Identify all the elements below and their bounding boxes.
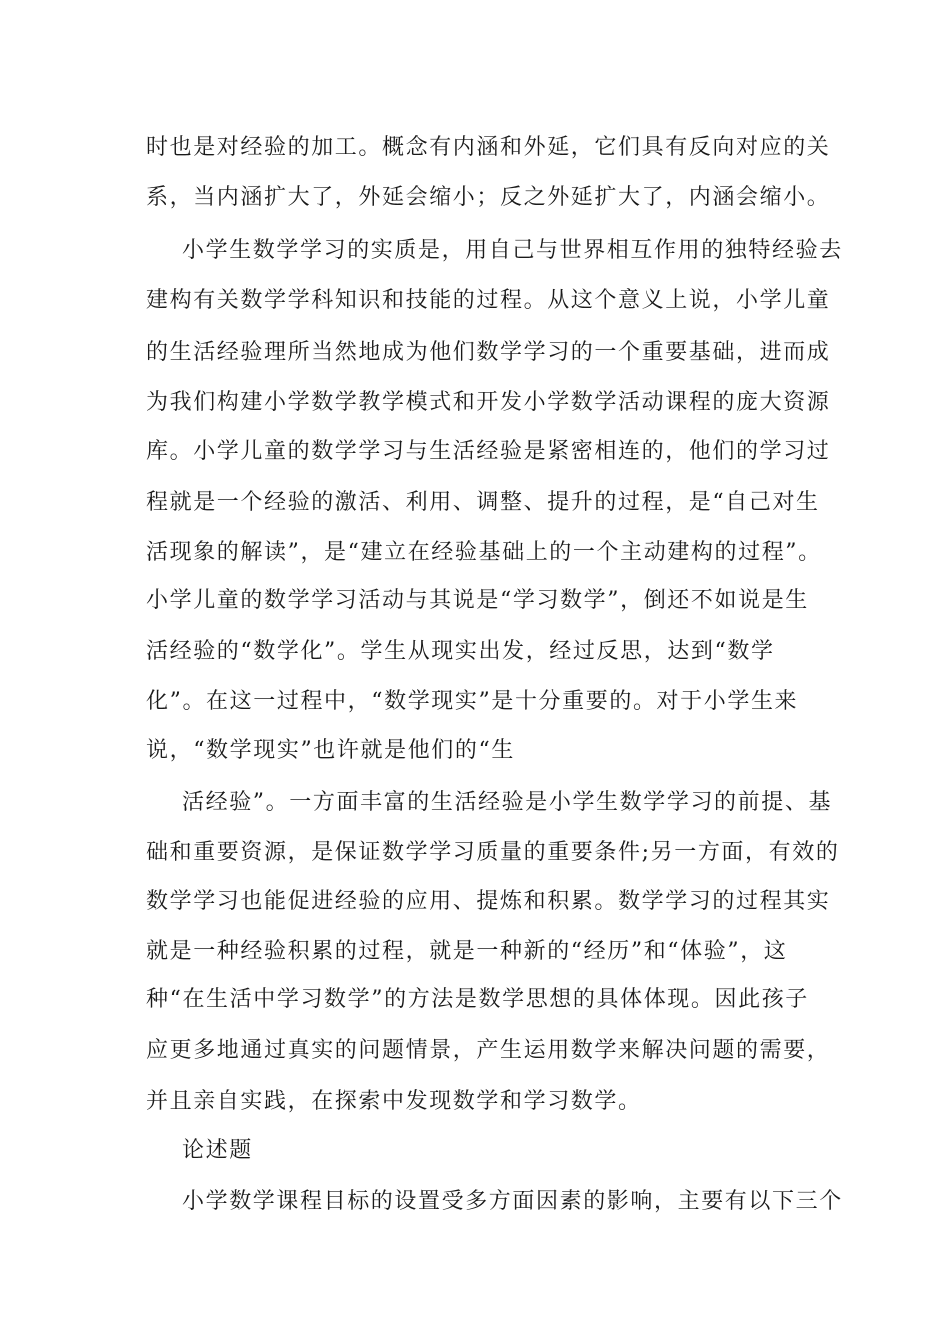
text-line: 数学学习也能促进经验的应用、提炼和积累。数学学习的过程其实	[146, 889, 831, 914]
paragraph-first-line: 活经验”。一方面丰富的生活经验是小学生数学学习的前提、基	[182, 790, 833, 815]
text-line: 化”。在这一过程中，“数学现实”是十分重要的。对于小学生来	[146, 689, 799, 714]
text-line: 小学儿童的数学学习活动与其说是“学习数学”，倒还不如说是生	[146, 588, 809, 613]
section-heading: 论述题	[182, 1138, 253, 1163]
text-line: 为我们构建小学数学教学模式和开发小学数学活动课程的庞大资源	[146, 390, 831, 415]
text-line: 库。小学儿童的数学学习与生活经验是紧密相连的，他们的学习过	[146, 439, 831, 464]
text-line: 程就是一个经验的激活、利用、调整、提升的过程，是“自己对生	[146, 490, 820, 515]
paragraph-first-line: 小学数学课程目标的设置受多方面因素的影响，主要有以下三个	[182, 1189, 843, 1214]
text-line: 说，“数学现实”也许就是他们的“生	[146, 738, 515, 763]
text-line: 活现象的解读”，是“建立在经验基础上的一个主动建构的过程”。	[146, 540, 822, 565]
text-line: 应更多地通过真实的问题情景，产生运用数学来解决问题的需要，	[146, 1038, 831, 1063]
text-line: 并且亲自实践，在探索中发现数学和学习数学。	[146, 1089, 642, 1114]
text-line: 种“在生活中学习数学”的方法是数学思想的具体体现。因此孩子	[146, 987, 809, 1012]
text-line: 系，当内涵扩大了，外延会缩小；反之外延扩大了，内涵会缩小。	[146, 185, 831, 210]
text-line: 建构有关数学学科知识和技能的过程。从这个意义上说，小学儿童	[146, 288, 831, 313]
paragraph-first-line: 小学生数学学习的实质是，用自己与世界相互作用的独特经验去	[182, 238, 843, 263]
text-line: 础和重要资源，是保证数学学习质量的重要条件;另一方面，有效的	[146, 840, 840, 865]
text-line: 时也是对经验的加工。概念有内涵和外延，它们具有反向对应的关	[146, 135, 831, 160]
text-line: 活经验的“数学化”。学生从现实出发，经过反思，达到“数学	[146, 639, 775, 664]
text-line: 的生活经验理所当然地成为他们数学学习的一个重要基础，进而成	[146, 340, 831, 365]
text-line: 就是一种经验积累的过程，就是一种新的“经历”和“体验”，这	[146, 939, 788, 964]
